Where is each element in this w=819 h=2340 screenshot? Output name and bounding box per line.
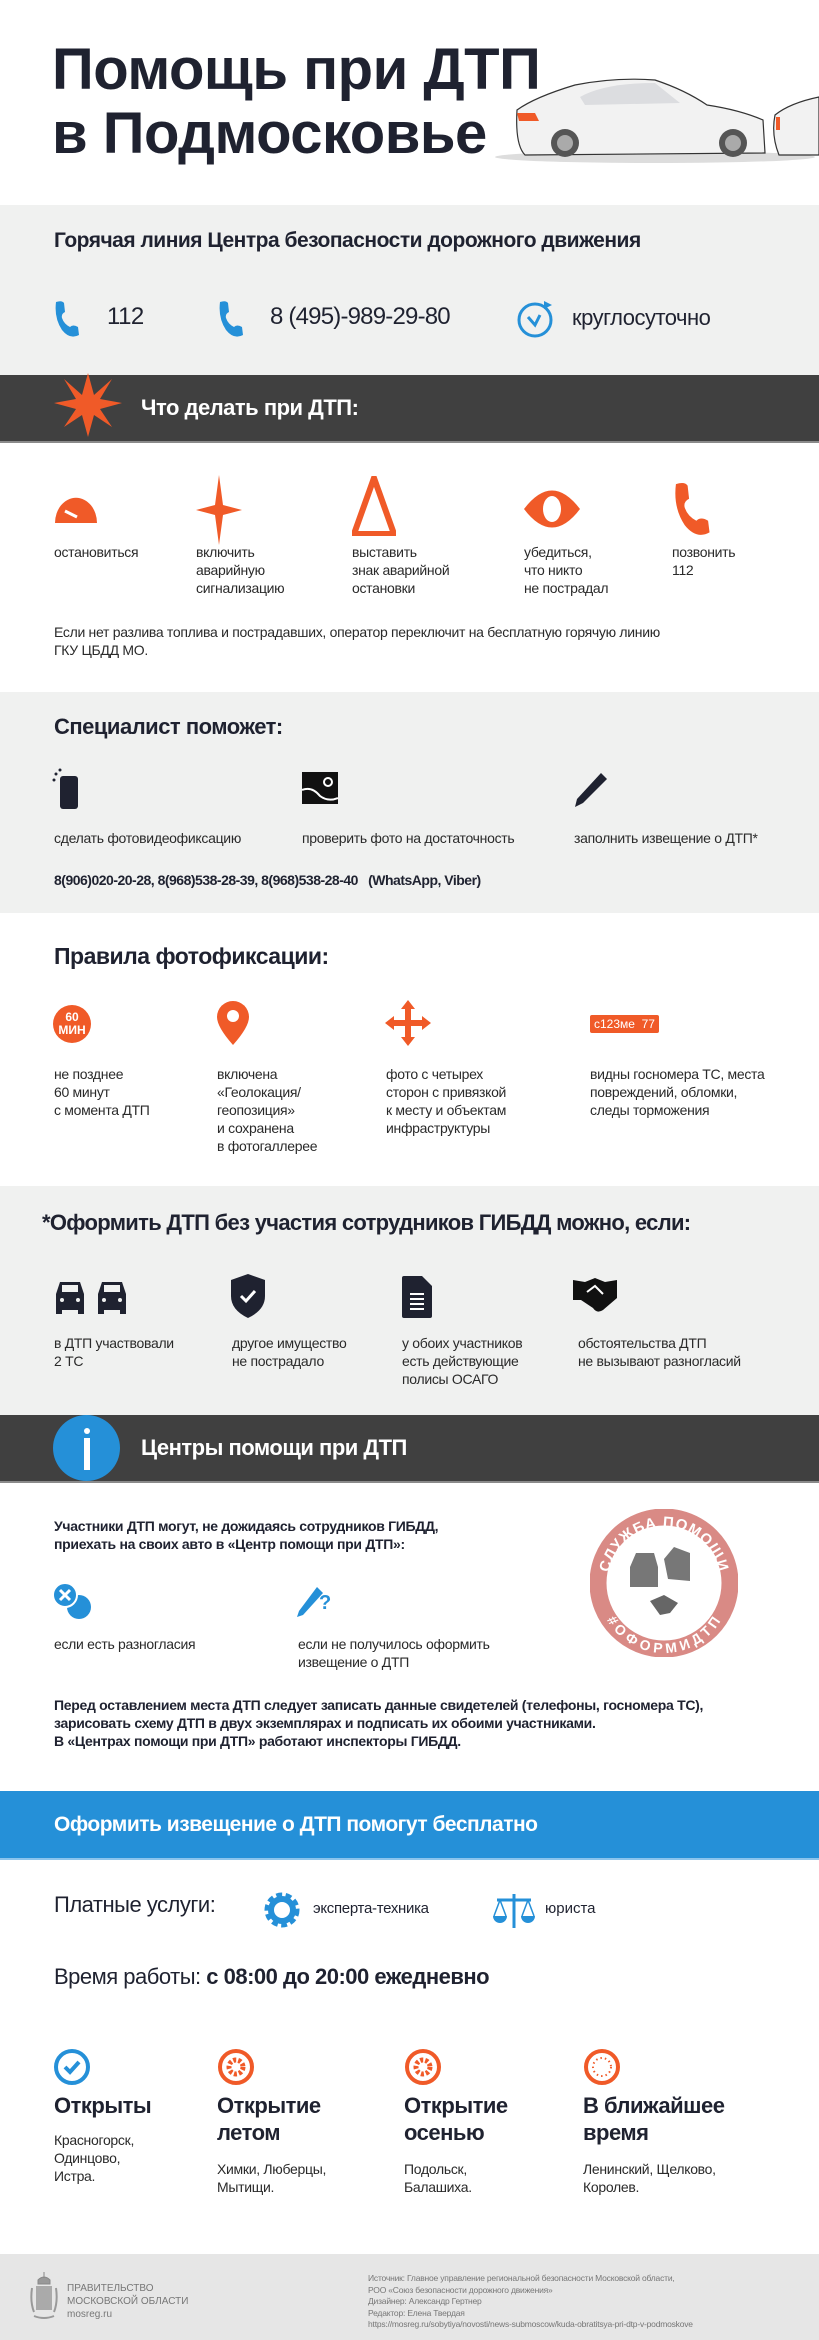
condition-line: у обоих участников: [402, 1335, 523, 1351]
reason-item: если есть разногласия: [54, 1636, 196, 1652]
condition-line: не вызывают разногласий: [578, 1353, 741, 1369]
status-title: Открыты: [54, 2093, 152, 2118]
what-to-do-band: [0, 375, 819, 443]
eye-icon: [524, 484, 580, 534]
status-cities: [54, 2131, 204, 2185]
gear-icon: [264, 1892, 300, 1928]
phone-numbers[interactable]: 8(906)020-20-28, 8(968)538-28-39, 8(968)538-28-40: [54, 872, 358, 888]
reason-line: извещение о ДТП: [298, 1654, 409, 1670]
photo-rules-section: [0, 913, 819, 1186]
rule-line: включена: [217, 1066, 278, 1082]
footer-org: [67, 2282, 188, 2321]
city: Истра.: [54, 2168, 96, 2184]
site-link[interactable]: mosreg.ru: [67, 2309, 113, 2320]
badge-number: 60: [65, 1010, 79, 1024]
hotline-phone[interactable]: 8 (495)-989-29-80: [270, 303, 450, 330]
info-icon: [53, 1415, 120, 1481]
header: [0, 0, 819, 205]
section-title: *Оформить ДТП без участия сотрудников ГИБДД можно, если:: [42, 1210, 691, 1235]
gear-circle-icon: [404, 2048, 442, 2086]
hours-label: Время работы:: [54, 1964, 201, 1989]
hotline-phone-112[interactable]: 112: [107, 303, 144, 330]
rule-line: фото с четырех: [386, 1066, 483, 1082]
step-sign: [352, 543, 449, 597]
credit-line: Дизайнер: Александр Гертнер: [368, 2296, 482, 2306]
page-title: [52, 38, 540, 166]
credit-line: Редактор: Елена Твердая: [368, 2307, 465, 2318]
coat-of-arms-logo: [30, 2272, 58, 2320]
centers-note: [54, 1696, 703, 1750]
title-line: в Подмосковье: [52, 101, 487, 166]
document-icon: [402, 1276, 432, 1318]
condition-line: 2 ТС: [54, 1353, 84, 1369]
intro-line: Участники ДТП могут, не дожидаясь сотрудников ГИБДД,: [54, 1518, 439, 1534]
hotline-section: [0, 205, 819, 375]
title-line: В ближайшее: [583, 2093, 725, 2118]
paid-service-lawyer: юриста: [545, 1900, 596, 1917]
condition-item: [578, 1334, 741, 1370]
reason-line: если не получилось оформить: [298, 1636, 490, 1652]
license-plate-icon: с123ме 77: [590, 1015, 659, 1033]
status-summer: [217, 2092, 387, 2196]
sixty-minutes-icon: [53, 1005, 91, 1043]
specialist-phones: [54, 872, 481, 888]
rule-line: в фотогаллерее: [217, 1138, 318, 1154]
source-url[interactable]: https://mosreg.ru/sobytiya/novosti/news-submoscow/kuda-obratitsya-pri-dtp-v-podmoskove: [368, 2319, 693, 2329]
rule-line: 60 минут: [54, 1084, 110, 1100]
step-label: позвонить: [672, 544, 736, 560]
footer: [0, 2254, 819, 2340]
rule-line: «Геолокация/: [217, 1084, 301, 1100]
cars-illustration: [495, 75, 819, 170]
note-line: Если нет разлива топлива и пострадавших, оператор переключит на бесплатную горячую линию: [54, 624, 660, 640]
title-line: время: [583, 2120, 649, 2145]
photo-icon: [302, 772, 338, 804]
note-line: В «Центрах помощи при ДТП» работают инспекторы ГИБДД.: [54, 1733, 461, 1749]
footer-credits: [368, 2273, 693, 2331]
specialist-item: сделать фотовидеофиксацию: [54, 830, 242, 846]
title-line: Открытие: [217, 2093, 321, 2118]
warning-triangle-icon: [352, 476, 396, 536]
status-cities: [583, 2160, 783, 2196]
credit-line: РОО «Союз безопасности дорожного движения»: [368, 2284, 553, 2295]
handshake-icon: [573, 1278, 617, 1312]
step-call: [672, 543, 735, 579]
svg-text:СЛУЖБА ПОМОЩИ: СЛУЖБА ПОМОЩИ: [596, 1513, 732, 1574]
step-label: не пострадал: [524, 580, 609, 596]
step-label: аварийную: [196, 562, 265, 578]
step-label: убедиться,: [524, 544, 592, 560]
centers-intro: [54, 1517, 438, 1553]
reason-item: [298, 1635, 490, 1671]
rule-line: сторон с привязкой: [386, 1084, 507, 1100]
condition-item: [54, 1334, 174, 1370]
rule-item: [590, 1065, 764, 1119]
gear-circle-icon: [217, 2048, 255, 2086]
step-label: выставить: [352, 544, 417, 560]
services-section: [0, 1860, 819, 2254]
org-line: ПРАВИТЕЛЬСТВО: [67, 2283, 154, 2294]
scales-icon: [493, 1892, 535, 1930]
paid-service-expert: эксперта-техника: [313, 1900, 429, 1917]
step-label: включить: [196, 544, 255, 560]
step-label: остановиться: [54, 544, 139, 560]
title-line: осенью: [404, 2120, 485, 2145]
note-line: ГКУ ЦБДД МО.: [54, 642, 148, 658]
city: Одинцово,: [54, 2150, 121, 2166]
rule-line: следы торможения: [590, 1102, 710, 1118]
intro-line: приехать на своих авто в «Центр помощи при ДТП»:: [54, 1536, 405, 1552]
condition-line: полисы ОСАГО: [402, 1371, 499, 1387]
condition-line: другое имущество: [232, 1335, 347, 1351]
svg-text:?: ?: [319, 1592, 332, 1614]
status-title: [583, 2092, 783, 2146]
rule-item: [217, 1065, 317, 1155]
rule-line: и сохранена: [217, 1120, 294, 1136]
condition-item: [232, 1334, 347, 1370]
svg-text:#ОФОРМИДТП: #ОФОРМИДТП: [604, 1612, 724, 1657]
two-cars-icon: [53, 1280, 133, 1316]
org-line: МОСКОВСКОЙ ОБЛАСТИ: [67, 2296, 189, 2307]
shield-check-icon: [231, 1274, 265, 1318]
messengers: (WhatsApp, Viber): [368, 872, 481, 888]
city: Ленинский, Щелково,: [583, 2161, 716, 2177]
pen-icon: [573, 771, 609, 809]
section-title: Правила фотофиксации:: [54, 943, 329, 969]
rule-line: видны госномера ТС, места: [590, 1066, 765, 1082]
phone-icon: [673, 481, 711, 537]
city: Химки, Люберцы,: [217, 2161, 327, 2177]
four-arrows-icon: [385, 1000, 431, 1046]
credit-line: Источник: Главное управление региональной безопасности Московской области,: [368, 2273, 675, 2283]
hazard-star-icon: [196, 475, 242, 545]
condition-line: есть действующие: [402, 1353, 519, 1369]
pen-question-icon: [297, 1583, 333, 1619]
working-hours: [54, 1964, 489, 1990]
city: Красногорск,: [54, 2132, 135, 2148]
hours-text: круглосуточно: [572, 305, 711, 330]
specialist-item: проверить фото на достаточность: [302, 830, 515, 846]
step-label: остановки: [352, 580, 416, 596]
clock-icon: [516, 297, 558, 339]
rule-line: не позднее: [54, 1066, 124, 1082]
status-open: [54, 2092, 204, 2185]
section-title: Центры помощи при ДТП: [141, 1435, 407, 1460]
condition-line: обстоятельства ДТП: [578, 1335, 707, 1351]
explosion-icon: [52, 373, 124, 439]
status-soon: [583, 2092, 783, 2196]
step-label: что никто: [524, 562, 583, 578]
note-line: зарисовать схему ДТП в двух экземплярах и подписать их обоими участниками.: [54, 1715, 596, 1731]
city: Балашиха.: [404, 2179, 472, 2195]
step-stop: [54, 543, 138, 561]
loading-circle-icon: [583, 2048, 621, 2086]
specialist-item: заполнить извещение о ДТП*: [574, 830, 758, 846]
title-line: летом: [217, 2120, 281, 2145]
rule-line: к месту и объектам: [386, 1102, 507, 1118]
step-label: 112: [672, 562, 694, 578]
check-circle-icon: [53, 2048, 91, 2086]
condition-item: [402, 1334, 522, 1388]
condition-line: в ДТП участвовали: [54, 1335, 174, 1351]
operator-note: [54, 623, 660, 659]
status-cities: [404, 2160, 574, 2196]
centers-section: [0, 1483, 819, 1791]
no-police-section: [0, 1186, 819, 1415]
hours-value: с 08:00 до 20:00 ежедневно: [206, 1964, 490, 1989]
smartphone-icon: [52, 768, 80, 810]
status-autumn: [404, 2092, 574, 2196]
section-title: Специалист поможет:: [54, 714, 283, 739]
note-line: Перед оставлением места ДТП следует записать данные свидетелей (телефоны, госномера ТС),: [54, 1697, 704, 1713]
condition-line: не пострадало: [232, 1353, 324, 1369]
specialist-section: [0, 692, 819, 913]
centers-band: [0, 1415, 819, 1483]
step-label: знак аварийной: [352, 562, 450, 578]
phone-icon: [54, 300, 80, 338]
speedometer-icon: [53, 483, 99, 525]
title-line: Помощь при ДТП: [52, 37, 541, 102]
phone-icon: [218, 300, 244, 338]
status-title: [404, 2092, 574, 2146]
rule-line: с момента ДТП: [54, 1102, 150, 1118]
section-title: Что делать при ДТП:: [141, 395, 359, 420]
city: Королев.: [583, 2179, 640, 2195]
rule-line: повреждений, обломки,: [590, 1084, 738, 1100]
rule-item: [54, 1065, 150, 1119]
rule-line: геопозиция»: [217, 1102, 295, 1118]
city: Мытищи.: [217, 2179, 275, 2195]
city: Подольск,: [404, 2161, 467, 2177]
section-title: Оформить извещение о ДТП помогут бесплатно: [54, 1813, 538, 1836]
rule-item: [386, 1065, 506, 1137]
step-check: [524, 543, 608, 597]
location-pin-icon: [217, 1001, 249, 1045]
status-title: [217, 2092, 387, 2146]
disagreement-chat-icon: [53, 1583, 93, 1621]
paid-services-label: Платные услуги:: [54, 1892, 216, 1917]
status-cities: [217, 2160, 387, 2196]
title-line: Открытие: [404, 2093, 508, 2118]
hotline-title: Горячая линия Центра безопасности дорожного движения: [54, 229, 641, 252]
step-hazard: [196, 543, 284, 597]
rule-line: инфраструктуры: [386, 1120, 491, 1136]
badge-unit: МИН: [58, 1023, 86, 1037]
what-to-do-steps: [0, 443, 819, 692]
help-service-stamp: [590, 1509, 738, 1657]
step-label: сигнализацию: [196, 580, 285, 596]
free-help-band: [0, 1791, 819, 1860]
